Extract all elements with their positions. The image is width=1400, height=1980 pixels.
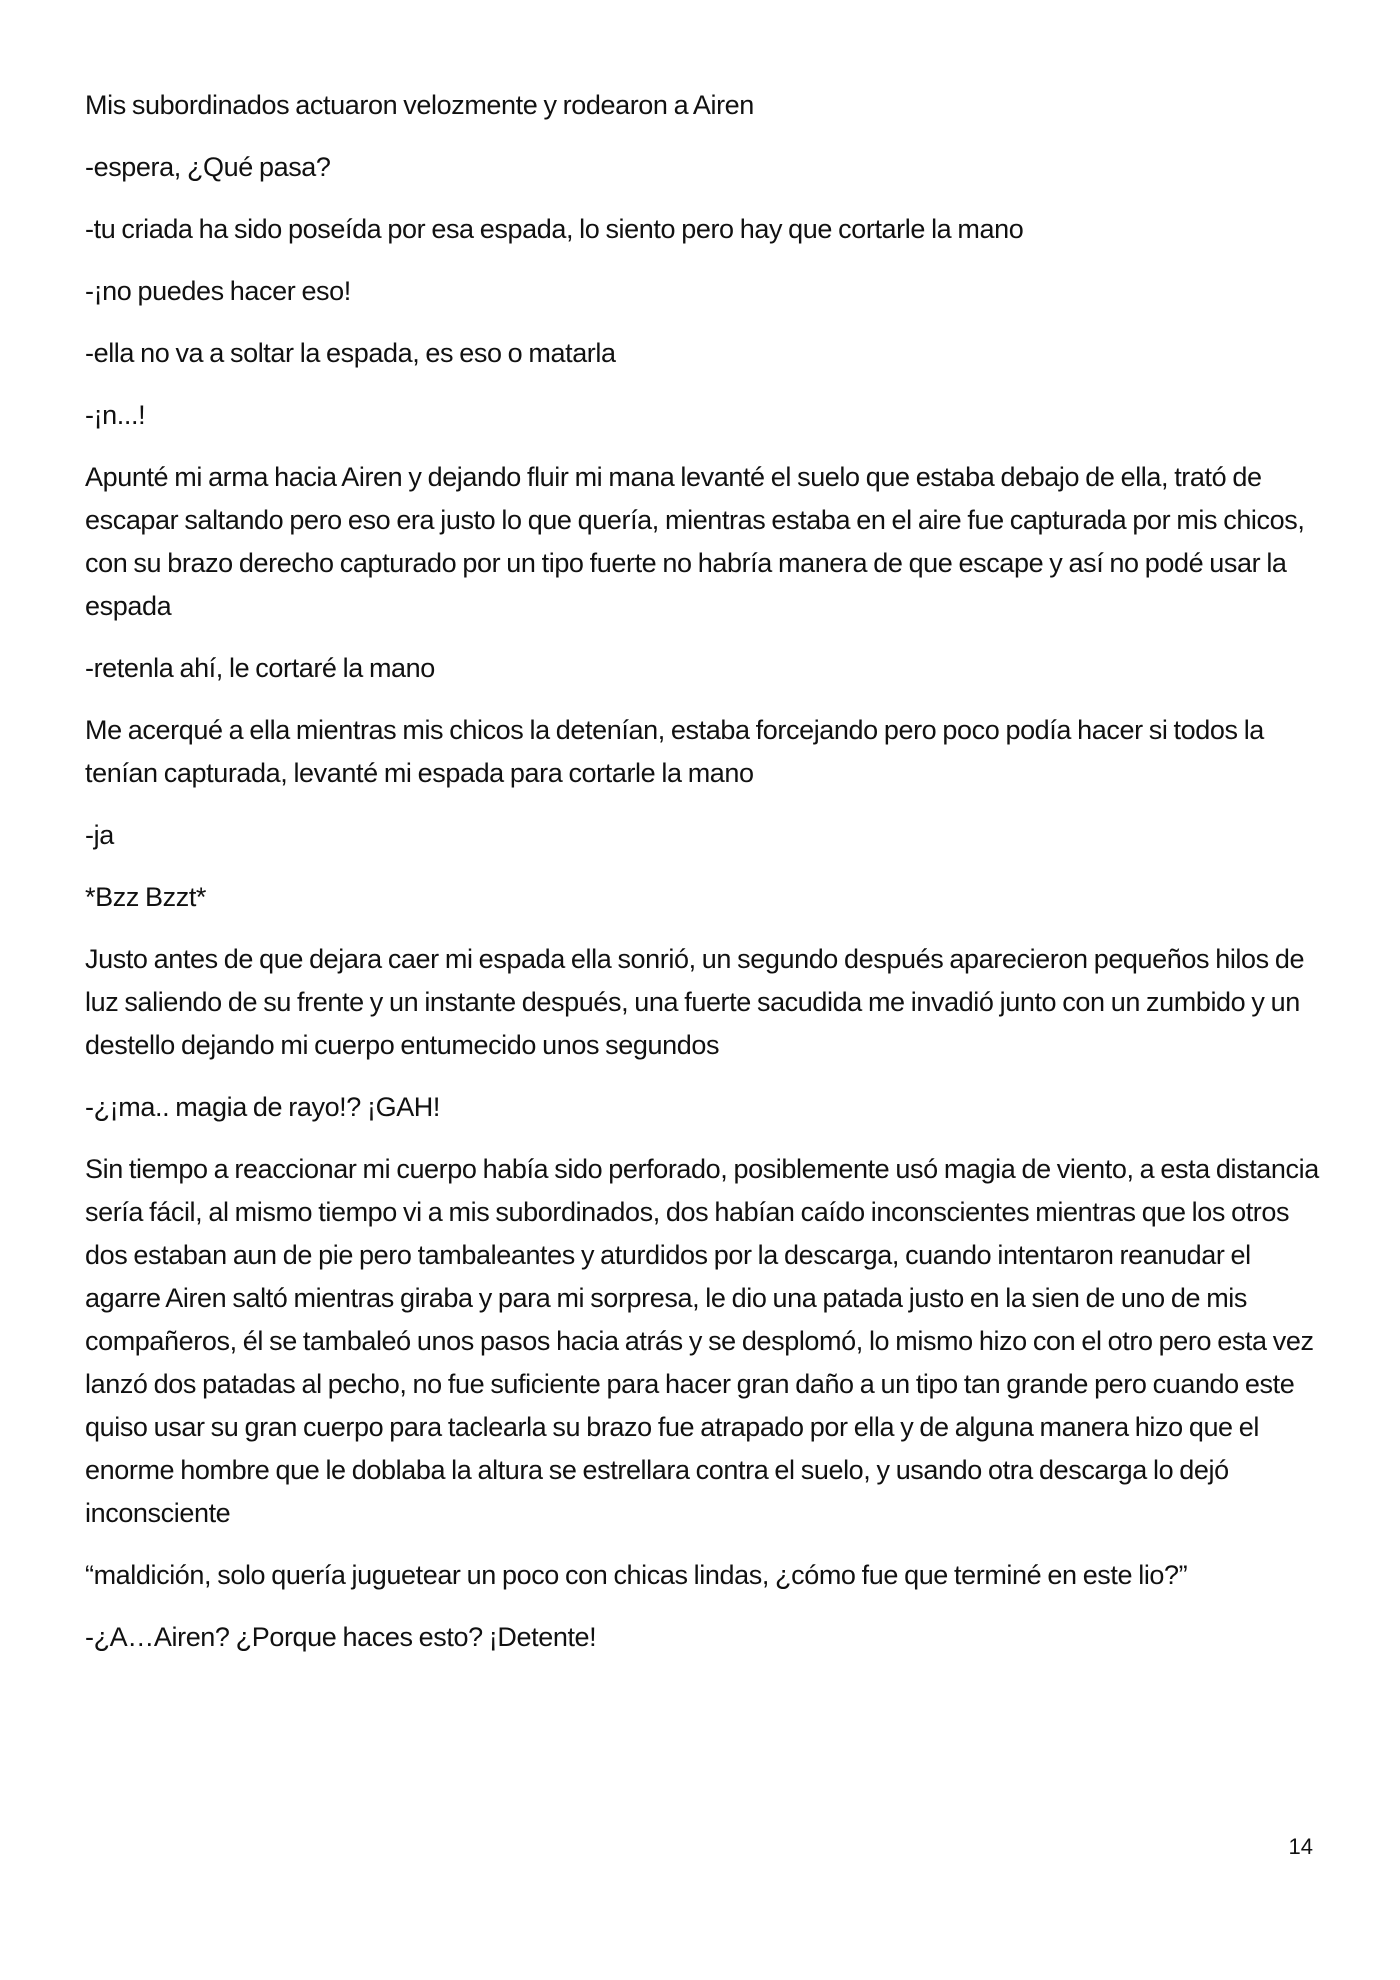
paragraph: -¿¡ma.. magia de rayo!? ¡GAH! [85,1092,441,1122]
paragraph: Me acerqué a ella mientras mis chicos la detenían, estaba forcejando pero poco podía hacer si todos la tenían capturada, levanté mi espada para cortarle la mano [85,715,1264,788]
body-text [85,84,1325,1678]
paragraph: -¡n...! [85,400,146,430]
paragraph: Mis subordinados actuaron velozmente y rodearon a Airen [85,90,754,120]
paragraph: Sin tiempo a reaccionar mi cuerpo había sido perforado, posiblemente usó magia de viento, a esta distancia sería fácil, al mismo tiempo vi a mis subordinados, dos habían caído inconscientes mientras que los otros dos estaban aun de pie pero tambaleantes y aturdidos por la descarga, cuando intentaron reanudar el agarre Airen saltó mientras giraba y para mi sorpresa, le dio una patada justo en la sien de uno de mis compañeros, él se tambaleó unos pasos hacia atrás y se desplomó, lo mismo hizo con el otro pero esta vez lanzó dos patadas al pecho, no fue suficiente para hacer gran daño a un tipo tan grande pero cuando este quiso usar su gran cuerpo para taclearla su brazo fue atrapado por ella y de alguna manera hizo que el enorme hombre que le doblaba la altura se estrellara contra el suelo, y usando otra descarga lo dejó inconsciente [85,1154,1319,1528]
paragraph: *Bzz Bzzt* [85,882,207,912]
paragraph: -ella no va a soltar la espada, es eso o matarla [85,338,616,368]
page-number: 14 [1288,1834,1313,1859]
paragraph: -retenla ahí, le cortaré la mano [85,653,435,683]
paragraph: “maldición, solo quería juguetear un poco con chicas lindas, ¿cómo fue que terminé en este lio?” [85,1560,1188,1590]
paragraph: -tu criada ha sido poseída por esa espada, lo siento pero hay que cortarle la mano [85,214,1024,244]
paragraph: -espera, ¿Qué pasa? [85,152,331,182]
paragraph: -¡no puedes hacer eso! [85,276,351,306]
paragraph: Apunté mi arma hacia Airen y dejando fluir mi mana levanté el suelo que estaba debajo de ella, trató de escapar saltando pero eso era justo lo que quería, mientras estaba en el aire fue capturada por mis chicos, con su brazo derecho capturado por un tipo fuerte no habría manera de que escape y así no podé usar la espada [85,462,1305,621]
paragraph: -ja [85,820,114,850]
paragraph: Justo antes de que dejara caer mi espada ella sonrió, un segundo después aparecieron pequeños hilos de luz saliendo de su frente y un instante después, una fuerte sacudida me invadió junto con un zumbido y un destello dejando mi cuerpo entumecido unos segundos [85,944,1305,1060]
paragraph: -¿A…Airen? ¿Porque haces esto? ¡Detente! [85,1622,597,1652]
